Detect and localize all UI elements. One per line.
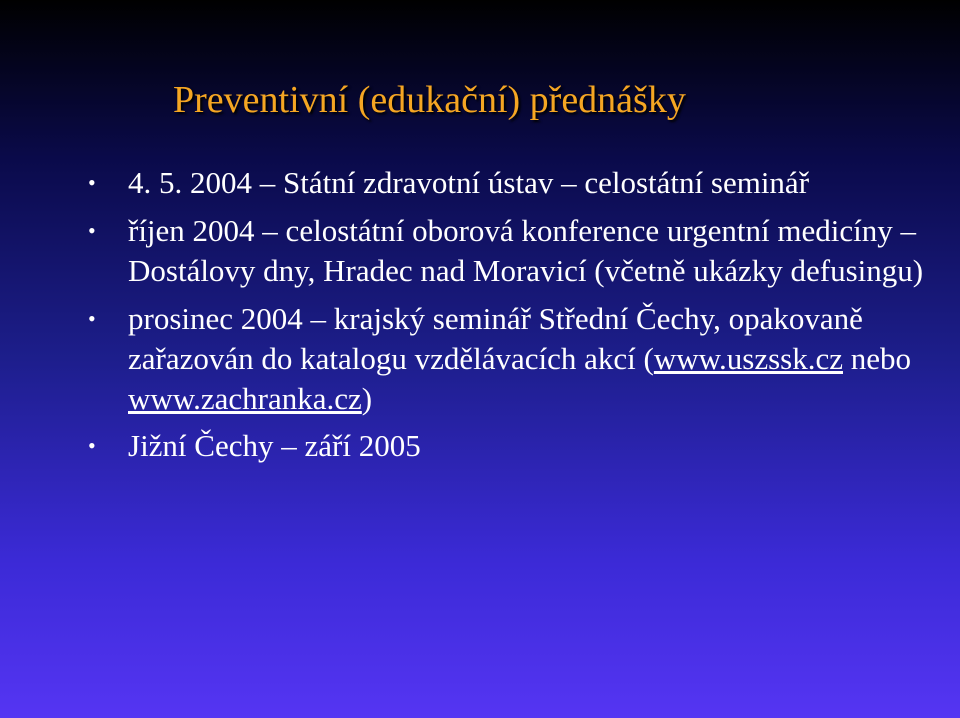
- bullet-icon: •: [88, 306, 96, 331]
- slide-title: Preventivní (edukační) přednášky: [173, 79, 686, 121]
- list-item-text: říjen 2004 – celostátní oborová konference urgentní medicíny – Dostálovy dny, Hradec nad Moravicí (včetně ukázky defusingu): [128, 213, 924, 288]
- bullet-icon: •: [88, 433, 96, 458]
- list-item-text: ): [361, 381, 373, 416]
- list-item-text: 4. 5. 2004 – Státní zdravotní ústav – celostátní seminář: [128, 165, 810, 200]
- list-item: [88, 211, 948, 291]
- list-item-text: Jižní Čechy – září 2005: [128, 428, 421, 463]
- bullet-icon: •: [88, 218, 96, 243]
- list-item-text: prosinec 2004 – krajský seminář Střední Čechy, opakovaně zařazován do katalogu vzdělávacích akcí (: [128, 301, 863, 376]
- uszssk-link[interactable]: www.uszssk.cz: [653, 341, 843, 376]
- bullet-list: [88, 163, 948, 474]
- list-item-text: nebo: [842, 341, 911, 376]
- list-item: [88, 163, 948, 203]
- zachranka-link[interactable]: www.zachranka.cz: [128, 381, 362, 416]
- list-item: [88, 299, 948, 419]
- bullet-icon: •: [88, 170, 96, 195]
- list-item: [88, 426, 948, 466]
